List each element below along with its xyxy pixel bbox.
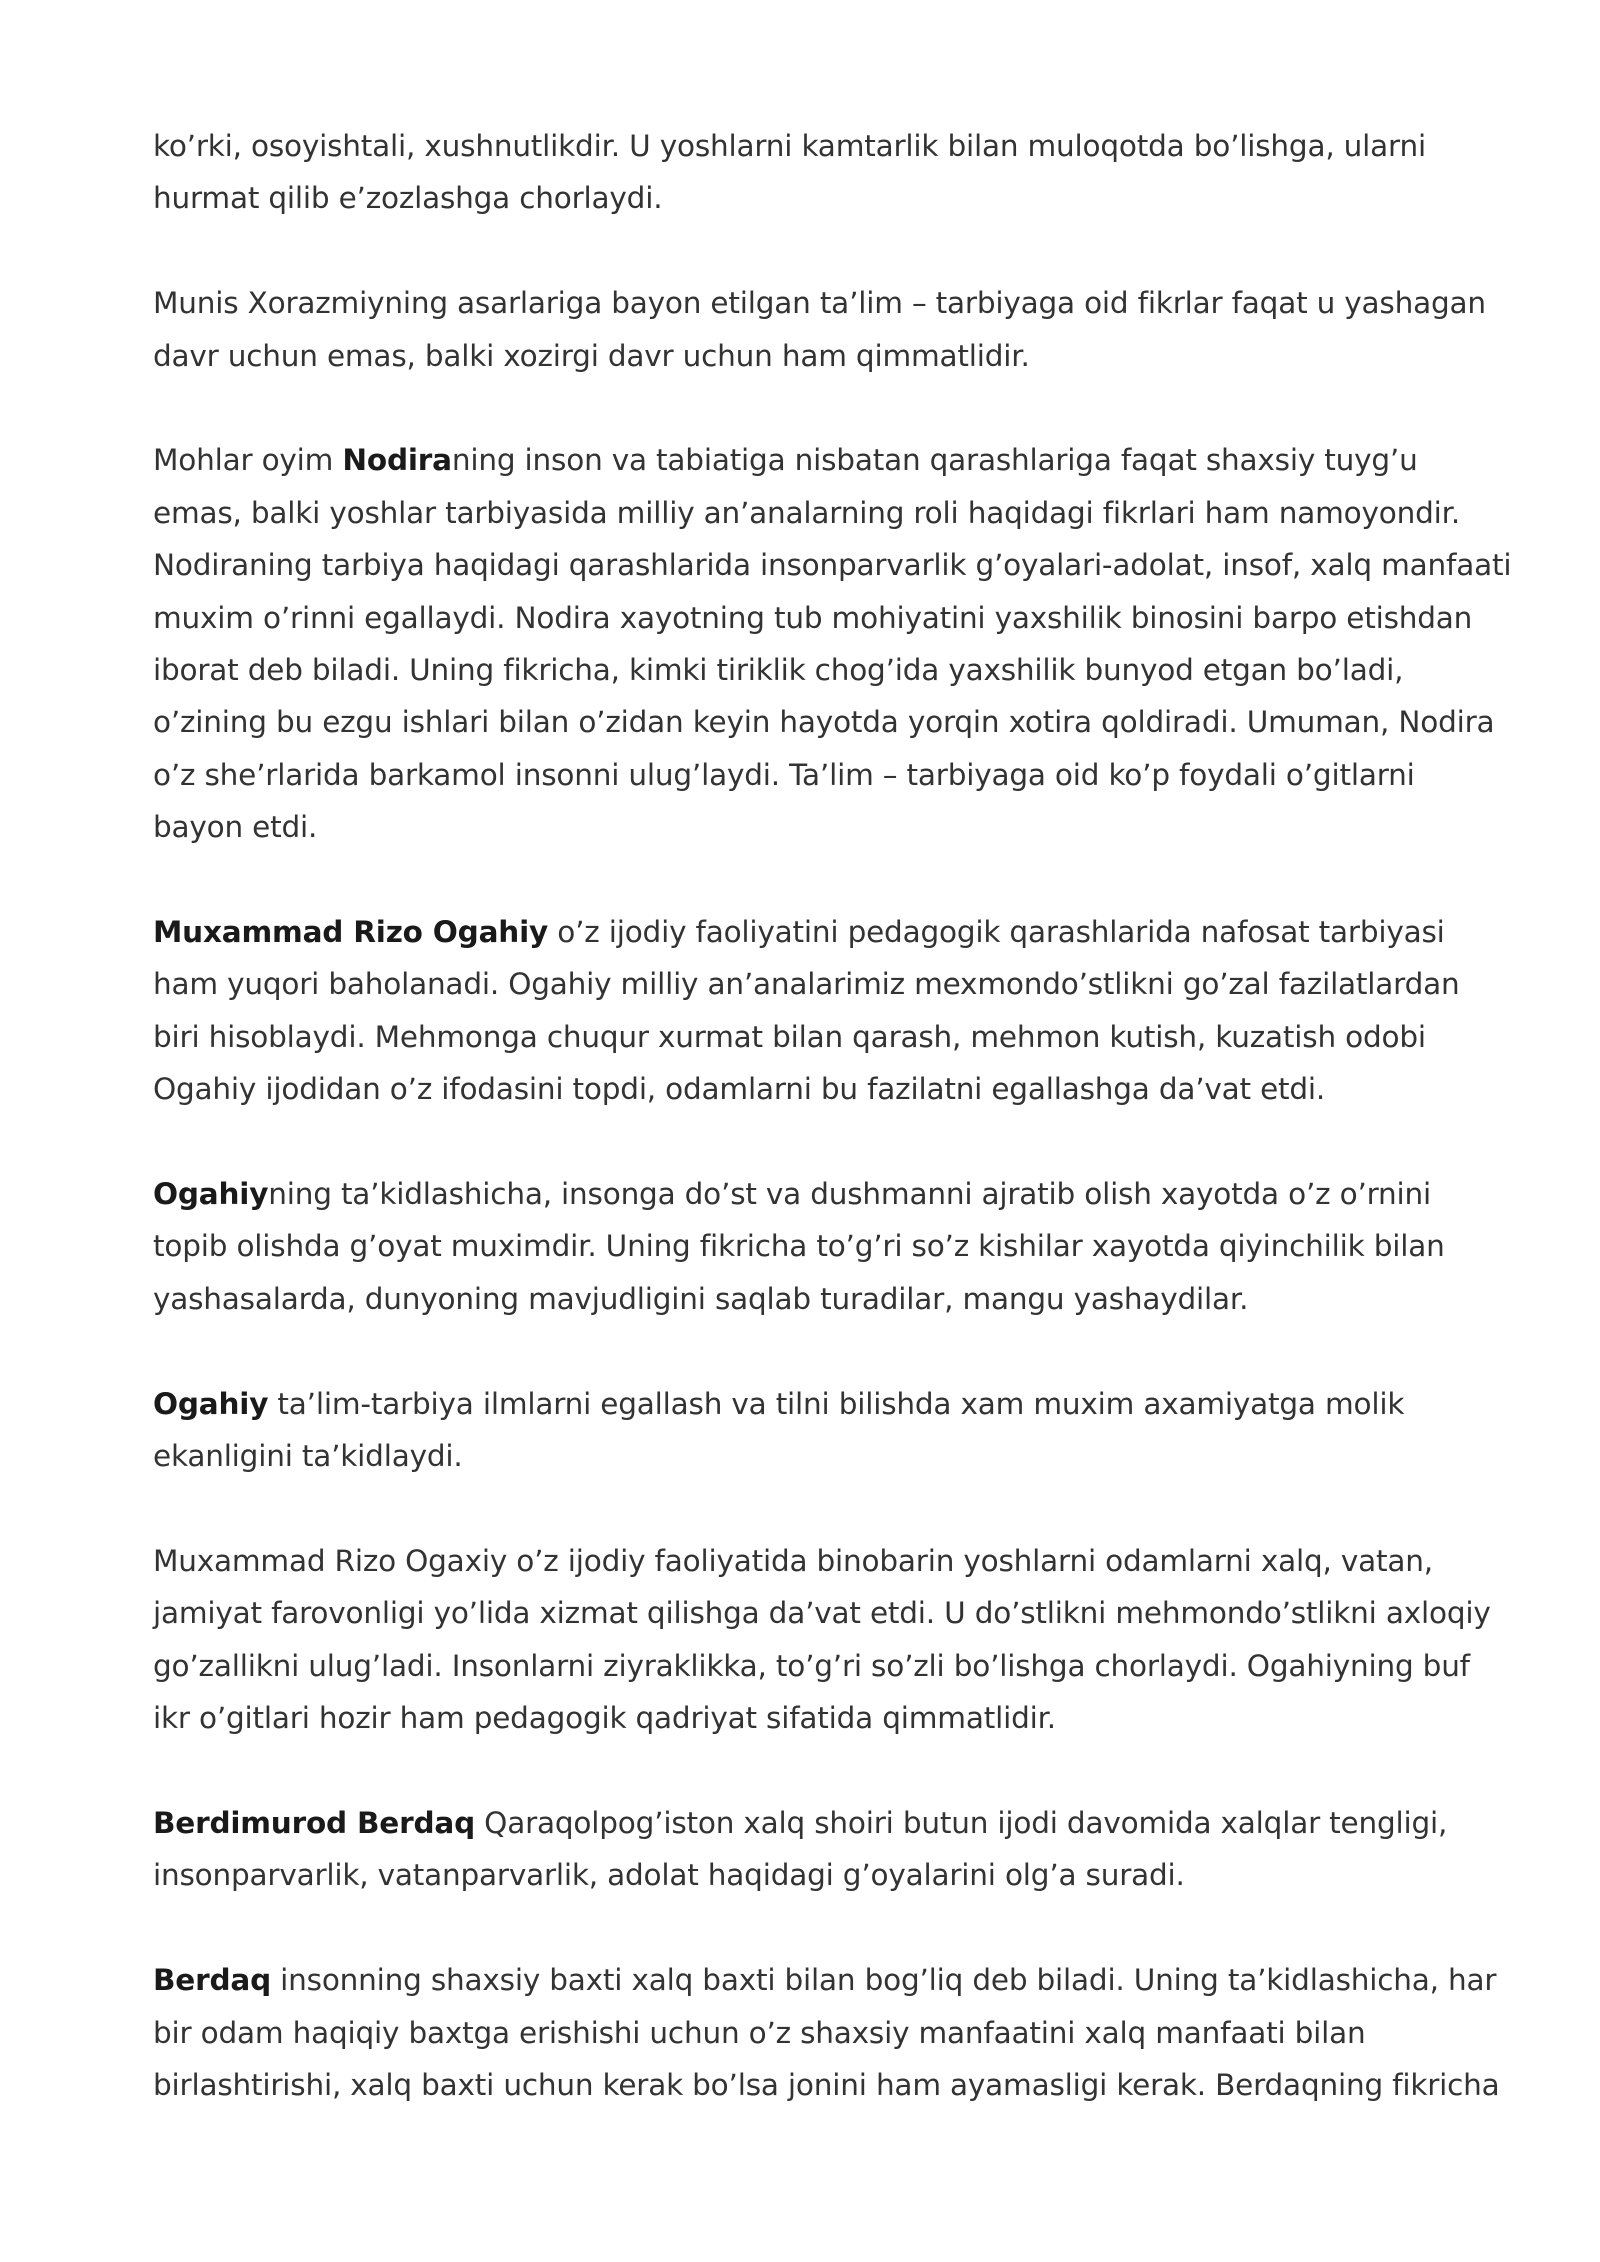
paragraph-text: Qaraqolpog’iston xalq shoiri butun ijodi davomida xalqlar tengligi, insonparvarlik, vatanparvarlik, adolat haqidagi g’oyalarini olg’a suradi. [153,1805,1448,1893]
paragraph-text: ta’lim-tarbiya ilmlarni egallash va tilni bilishda xam muxim axamiyatga molik ekanligini ta’kidlaydi. [153,1386,1405,1474]
paragraph-9 [153,1954,1513,2111]
paragraph-text: Muxammad Rizo Ogaxiy o’z ijodiy faoliyatida binobarin yoshlarni odamlarni xalq, vatan, jamiyat farovonligi yo’lida xizmat qilishga da’vat etdi. U do’stlikni mehmondo’stlikni axloqiy go’zallikni ulug’ladi. Insonlarni ziyraklikka, to’g’ri so’zli bo’lishga chorlaydi. Ogahiyning buf ikr o’gitlari hozir ham pedagogik qadriyat sifatida qimmatlidir. [153,1543,1491,1736]
bold-name-ogahiy: Ogahiy [153,1177,269,1212]
paragraph-6 [153,1378,1513,1483]
bold-name-muxammad-rizo-ogahiy: Muxammad Rizo Ogahiy [153,915,549,950]
paragraph-text: ko’rki, osoyishtali, xushnutlikdir. U yoshlarni kamtarlik bilan muloqotda bo’lishga, ularni hurmat qilib e’zozlashga chorlaydi. [153,129,1426,216]
paragraph-2 [153,277,1513,382]
paragraph-text: ning ta’kidlashicha, insonga do’st va dushmanni ajratib olish xayotda o’z o’rnini topib olishda g’oyat muximdir. Uning fikricha to’g’ri so’z kishilar xayotda qiyinchilik bilan yashasalarda, dunyoning mavjudligini saqlab turadilar, mangu yashaydilar. [153,1177,1445,1316]
paragraph-text: Munis Xorazmiyning asarlariga bayon etilgan ta’lim – tarbiyaga oid fikrlar faqat u yashagan davr uchun emas, balki xozirgi davr uchun ham qimmatlidir. [153,286,1486,373]
paragraph-4 [153,906,1513,1116]
paragraph-8 [153,1797,1513,1902]
bold-name-ogahiy: Ogahiy [153,1386,269,1421]
paragraph-7 [153,1535,1513,1745]
bold-name-nodira: Nodira [342,443,452,478]
bold-name-berdimurod-berdaq: Berdimurod Berdaq [153,1805,475,1840]
paragraph-1 [153,120,1513,225]
bold-name-berdaq: Berdaq [153,1963,271,1998]
paragraph-text: Mohlar oyim [153,443,343,478]
paragraph-text: insonning shaxsiy baxti xalq baxti bilan bog’liq deb biladi. Uning ta’kidlashicha, har bir odam haqiqiy baxtga erishishi uchun o’z shaxsiy manfaatini xalq manfaati bilan birlashtirishi, xalq baxti uchun kerak bo’lsa jonini ham ayamasligi kerak. Berdaqning fikricha [153,1963,1500,2102]
paragraph-5 [153,1168,1513,1325]
paragraph-text: o’z ijodiy faoliyatini pedagogik qarashlarida nafosat tarbiyasi ham yuqori baholanadi. Ogahiy milliy an’analarimiz mexmondo’stlikni go’zal fazilatlardan biri hisoblaydi. Mehmonga chuqur xurmat bilan qarash, mehmon kutish, kuzatish odobi Ogahiy ijodidan o’z ifodasini topdi, odamlarni bu fazilatni egallashga da’vat etdi. [153,915,1460,1107]
paragraph-text: ning inson va tabiatiga nisbatan qarashlariga faqat shaxsiy tuyg’u emas, balki yoshlar tarbiyasida milliy an’analarning roli haqidagi fikrlari ham namoyondir. Nodiraning tarbiya haqidagi qarashlarida insonparvarlik g’oyalari-adolat, insof, xalq manfaati muxim o’rinni egallaydi. Nodira xayotning tub mohiyatini yaxshilik binosini barpo etishdan iborat deb biladi. Uning fikricha, kimki tiriklik chog’ida yaxshilik bunyod etgan bo’ladi, o’zining bu ezgu ishlari bilan o’zidan keyin hayotda yorqin xotira qoldiradi. Umuman, Nodira o’z she’rlarida barkamol insonni ulug’laydi. Ta’lim – tarbiyaga oid ko’p foydali o’gitlarni bayon etdi. [153,443,1512,845]
paragraph-3 [153,434,1513,853]
document-body [153,120,1513,2111]
